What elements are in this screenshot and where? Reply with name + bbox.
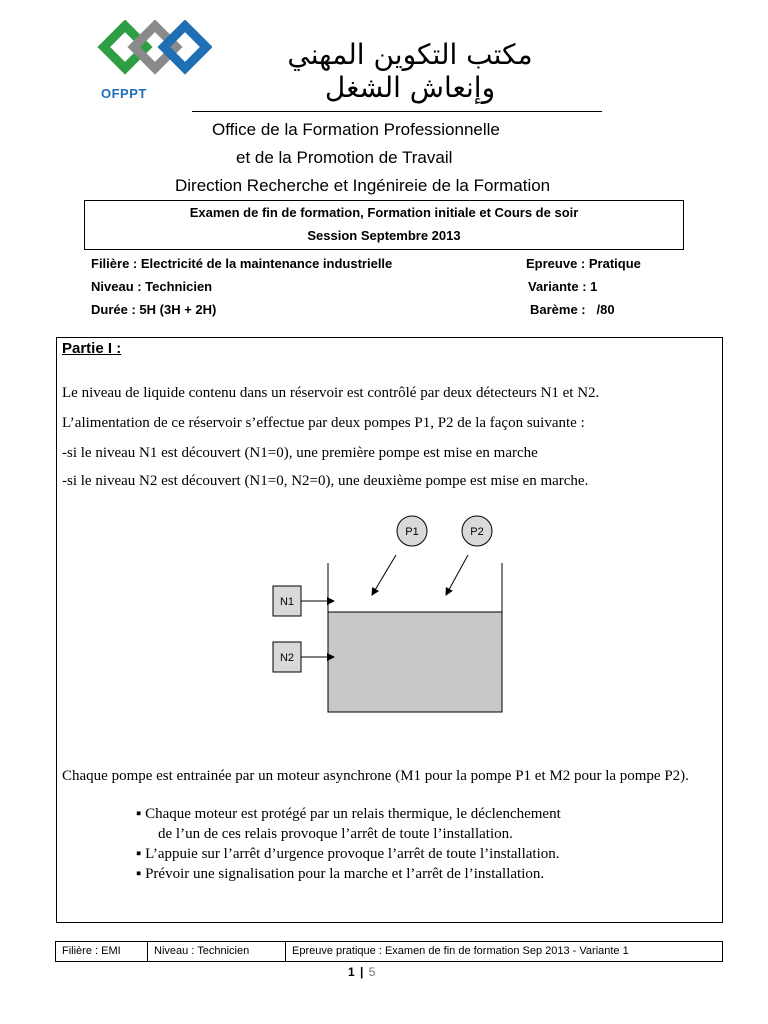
pump-p2-flow-arrow [446, 555, 468, 595]
pump-p2 [462, 516, 492, 546]
info-duree: Durée : 5H (3H + 2H) [91, 302, 217, 317]
info-bareme: Barème : /80 [530, 302, 615, 317]
sensor-n1 [273, 586, 301, 616]
header-divider [192, 111, 602, 112]
pump-p2-label: P2 [470, 526, 484, 538]
sensor-n1-label: N1 [279, 596, 295, 608]
paragraph-1: Le niveau de liquide contenu dans un réservoir est contrôlé par deux détecteurs N1 et N2. [62, 385, 600, 401]
info-filiere: Filière : Electricité de la maintenance industrielle [91, 256, 393, 271]
pump-p1 [397, 516, 427, 546]
paragraph-2: L’alimentation de ce réservoir s’effectue par deux pompes P1, P2 de la façon suivante : [62, 415, 585, 431]
logo-text: OFPPT [101, 86, 147, 101]
organization-line-3: Direction Recherche et Ingénireie de la Formation [175, 176, 551, 195]
exam-session: Session Septembre 2013 [307, 228, 461, 243]
sensor-n2-label: N2 [279, 652, 295, 664]
exam-title-box [84, 200, 684, 250]
pump-p1-label: P1 [405, 526, 419, 538]
organization-line-1: Office de la Formation Professionnelle [212, 120, 500, 139]
bullet-item-1: ▪ Chaque moteur est protégé par un relais thermique, le déclenchement [136, 806, 561, 822]
page-current: 1 [348, 965, 355, 979]
exam-title: Examen de fin de formation, Formation initiale et Cours de soir [189, 205, 579, 220]
sensor-n2 [273, 642, 301, 672]
bullet-marker: ▪ [136, 866, 142, 882]
page-total: 5 [368, 965, 376, 979]
bullet-marker: ▪ [136, 806, 142, 822]
info-variante: Variante : 1 [528, 279, 598, 294]
info-epreuve: Epreuve : Pratique [526, 256, 641, 271]
pump-p1-flow-arrow [372, 555, 396, 595]
bullet-item-1-continued: de l’un de ces relais provoque l’arrêt de toute l’installation. [158, 826, 513, 842]
partie-title: Partie I : [62, 340, 122, 357]
bullet-item-2: ▪ L’appuie sur l’arrêt d’urgence provoque l’arrêt de toute l’installation. [136, 846, 560, 862]
footer-niveau: Niveau : Technicien [148, 942, 286, 961]
paragraph-3: -si le niveau N1 est découvert (N1=0), une première pompe est mise en marche [62, 445, 538, 461]
tank-liquid [328, 612, 502, 712]
page-footer [55, 941, 723, 962]
footer-epreuve: Epreuve pratique : Examen de fin de formation Sep 2013 - Variante 1 [292, 945, 629, 957]
bullet-item-3: ▪ Prévoir une signalisation pour la marche et l’arrêt de l’installation. [136, 866, 545, 882]
bullet-marker: ▪ [136, 846, 142, 862]
page-separator: | [360, 965, 364, 979]
organization-line-2: et de la Promotion de Travail [236, 148, 453, 167]
paragraph-4: -si le niveau N2 est découvert (N1=0, N2=0), une deuxième pompe est mise en marche. [62, 473, 589, 489]
tank-diagram [260, 505, 520, 725]
arabic-organization-name: مكتب التكوين المهني وإنعاش الشغل [287, 38, 533, 104]
paragraph-5: Chaque pompe est entrainée par un moteur asynchrone (M1 pour la pompe P1 et M2 pour la pompe P2). [62, 768, 689, 784]
info-niveau: Niveau : Technicien [91, 279, 213, 294]
footer-filiere: Filière : EMI [56, 942, 148, 961]
page-number [348, 965, 375, 979]
